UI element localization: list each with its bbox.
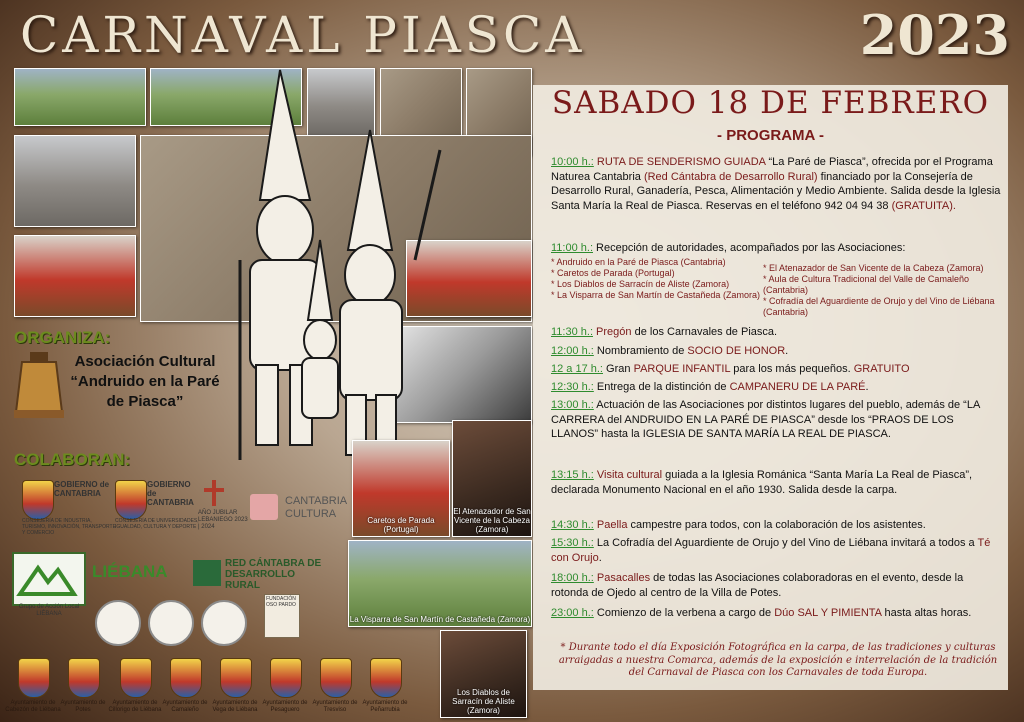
organizer-name: Asociación Cultural “Andruido en la Paré de Piasca” [70,353,220,410]
logo-liebana: LIÉBANA [92,562,168,581]
town-shield-icon [220,658,252,698]
town-shield-icon [320,658,352,698]
cantabria-cultura-icon [250,494,278,520]
town-shield-icon [120,658,152,698]
event-time: 12 a 17 h.: [551,363,603,375]
red-cantabra-icon [193,560,221,586]
caption-diablos: Los Diablos de Sarracín de Aliste (Zamora) [452,688,515,715]
association-item: * La Visparra de San Martín de Castañeda (Zamora) [551,290,760,300]
caption-atenazador: El Atenazador de San Vicente de la Cabeza (Zamora) [453,507,531,534]
event-12-30: 12:30 h.: Entrega de la distinción de CAMPANERU DE LA PARÉ. [551,381,869,393]
mountain-logo-icon [12,552,86,606]
program-panel [533,85,1008,690]
round-seal-icon [148,600,194,646]
association-item: * Caretos de Parada (Portugal) [551,268,675,278]
photo-atenazador [452,420,532,537]
event-12-00: 12:00 h.: Nombramiento de SOCIO DE HONOR. [551,345,789,357]
logo-cantabria-cultura: CANTABRIA CULTURA [285,495,347,520]
event-time: 12:00 h.: [551,345,594,357]
event-11-30: 11:30 h.: Pregón de los Carnavales de Piasca. [551,326,778,338]
event-time: 13:00 h.: [551,399,594,411]
event-time: 13:15 h.: [551,469,594,481]
photo-diablos [440,630,527,718]
event-18-00: 18:00 h.: Pasacalles de todas las Asociaciones colaboradoras en el evento, desde la rotonda de Ojedo al centro de la Villa de Potes. [551,572,964,599]
carnival-figures-illustration [220,60,450,470]
event-10-00: 10:00 h.: RUTA DE SENDERISMO GUIADA “La Paré de Piasca”, ofrecida por el Programa Naturea Cantabria (Red Cántabra de Desarrollo Rural) financiado por la Consejería de Desarrollo Rural, Ganadería, Pesca, Alimentación y Medio Ambiente. Salida desde la Iglesia Santa María la Real de Piasca. Reservas en el teléfono 942 04 94 38 (GRATUITA). [551,156,1001,212]
town-shield-icon [18,658,50,698]
photo-field-parade [14,68,146,126]
logo-ano-jubilar: AÑO JUBILAR LEBANIEGO 2023 | 2024 [198,510,248,530]
event-12-a-17: 12 a 17 h.: Gran PARQUE INFANTIL para los más pequeños. GRATUITO [551,363,910,375]
cantabria-coat-of-arms-icon [115,480,147,520]
event-time: 11:00 h.: [551,242,593,254]
town-label: Ayuntamiento de Pesaguero [262,700,308,713]
association-item: * Aula de Cultura Tradicional del Valle de Camaleño (Cantabria) [763,274,969,295]
town-label: Ayuntamiento de Cabezón de Liébana [5,700,61,713]
caption-visparra: La Visparra de San Martín de Castañeda (Zamora) [349,615,531,624]
association-item: * Andruido en la Paré de Piasca (Cantabria) [551,257,726,267]
cantabria-coat-of-arms-icon [22,480,54,520]
colaboran-heading: COLABORAN: [14,450,131,469]
organiza-heading: ORGANIZA: [14,328,111,347]
title-year: 2023 [859,3,1010,67]
photo-caretos-parada [352,440,450,537]
town-shield-icon [370,658,402,698]
town-label: Ayuntamiento de Tresviso [312,700,358,713]
event-time: 23:00 h.: [551,607,594,619]
event-time: 11:30 h.: [551,326,593,338]
event-date: SABADO 18 DE FEBRERO [551,85,990,121]
event-11-00: 11:00 h.: Recepción de autoridades, acompañados por las Asociaciones: [551,242,906,254]
event-14-30: 14:30 h.: Paella campestre para todos, con la colaboración de los asistentes. [551,519,926,531]
exhibition-note: * Durante todo el día Exposición Fotográfica en la carpa, de las tradiciones y culturas arraigadas a nuestra Comarca, además de la exposición e interrelación de la tradición del Carnaval de Piasca con los Carnavales de toda Europa. [558,642,998,678]
town-shield-icon [270,658,302,698]
round-seal-icon [95,600,141,646]
cowbell-icon [14,352,64,420]
event-23-00: 23:00 h.: Comienzo de la verbena a cargo de Dúo SAL Y PIMIENTA hasta altas horas. [551,607,972,619]
logo-fundacion-oso: FUNDACIÓN OSO PARDO [266,596,296,608]
logo-gobierno-industria-sub: CONSEJERÍA DE INDUSTRIA, TURISMO, INNOVACIÓN, TRANSPORTE Y COMERCIO [22,518,116,536]
association-item: * El Atenazador de San Vicente de la Cabeza (Zamora) [763,263,984,273]
logo-gobierno-cultura: GOBIERNO de CANTABRIA [147,480,194,507]
town-label: Ayuntamiento de Peñarrubia [362,700,408,713]
round-seal-icon [201,600,247,646]
event-15-30: 15:30 h.: La Cofradía del Aguardiente de Orujo y del Vino de Liébana invitará a todos a Té con Orujo. [551,537,991,564]
caption-caretos: Caretos de Parada (Portugal) [367,516,435,534]
town-label: Ayuntamiento de Camaleño [162,700,208,713]
photo-town-street [14,135,136,227]
town-label: Ayuntamiento de Vega de Liébana [212,700,258,713]
event-time: 10:00 h.: [551,156,594,168]
cross-icon [201,478,227,508]
program-heading: - PROGRAMA - [717,127,824,144]
event-time: 15:30 h.: [551,537,594,549]
event-13-15: 13:15 h.: Visita cultural guiada a la Iglesia Románica “Santa María La Real de Piasca”, declarada Monumento Nacional en el año 1930. Salida desde la carpa. [551,469,973,496]
photo-crowd [14,235,136,317]
associations-left [551,257,761,301]
town-label: Ayuntamiento de Cillorigo de Liébana [108,700,162,713]
logo-gobierno-cultura-sub: CONSEJERÍA DE UNIVERSIDADES, IGUALDAD, CULTURA Y DEPORTE [115,518,199,530]
poster-title [20,4,1010,66]
town-shield-icon [170,658,202,698]
town-label: Ayuntamiento de Potes [60,700,106,713]
title-main: CARNAVAL PIASCA [20,6,586,64]
association-item: * Los Diablos de Sarracín de Aliste (Zamora) [551,279,730,289]
association-item: * Cofradía del Aguardiente de Orujo y del Vino de Liébana (Cantabria) [763,296,995,317]
logo-grupo-accion-local: Grupo de Acción Local LIÉBANA [18,604,80,617]
event-13-00: 13:00 h.: Actuación de las Asociaciones por distintos lugares del pueblo, además de “LA CARRERA del ANDRUIDO EN LA PARÉ DE PIASCA” desde los “PRAOS DE LOS LLANOS” hasta la IGLESIA DE SANTA MARÍA LA REAL DE PIASCA. [551,399,980,440]
event-time: 18:00 h.: [551,572,594,584]
event-time: 12:30 h.: [551,381,594,393]
logo-gobierno-industria: GOBIERNO de CANTABRIA [54,480,110,498]
logo-red-cantabra: RED CÁNTABRA DE DESARROLLO RURAL [225,558,322,591]
associations-right [763,263,1003,318]
event-time: 14:30 h.: [551,519,594,531]
photo-visparra [348,540,532,627]
town-shield-icon [68,658,100,698]
